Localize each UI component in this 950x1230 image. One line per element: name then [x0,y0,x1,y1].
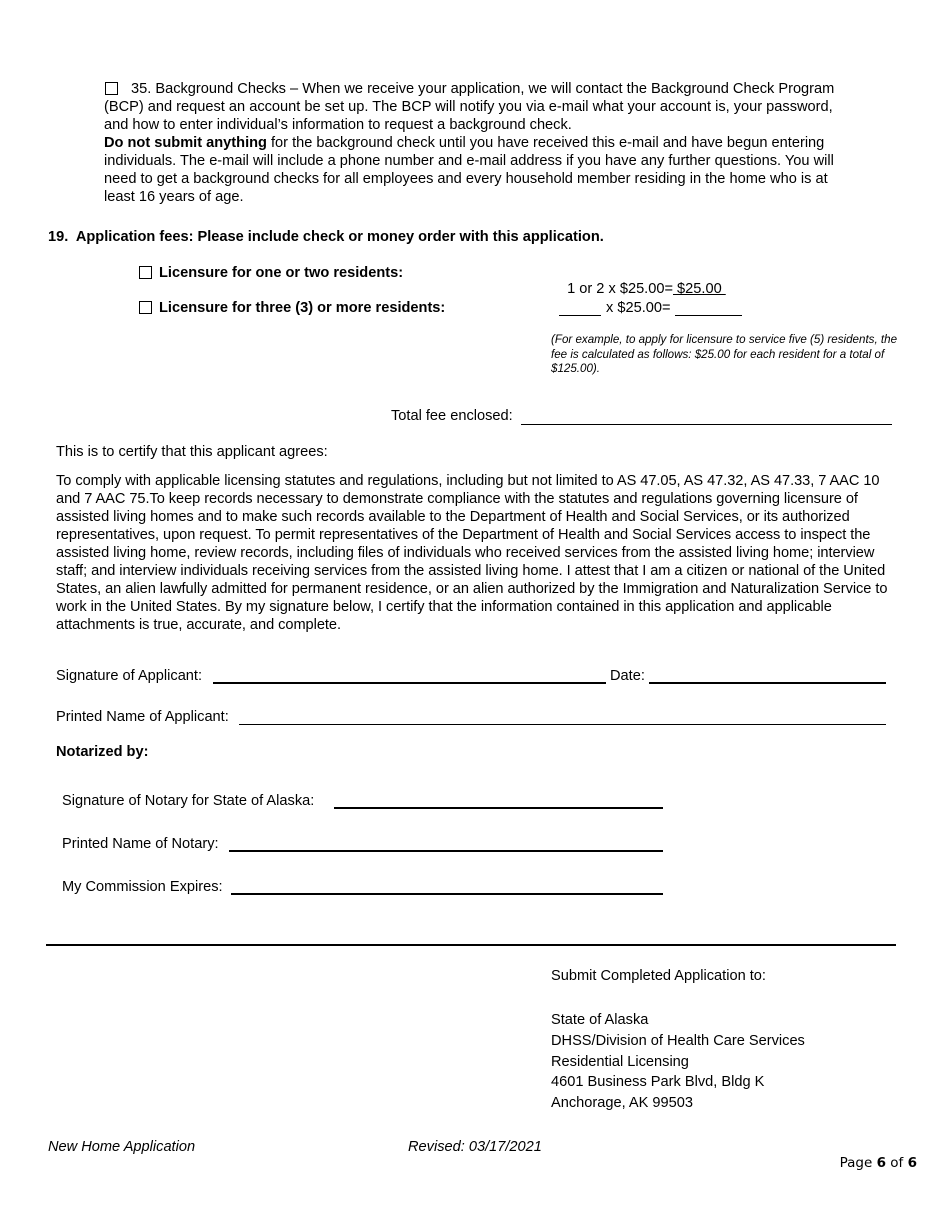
page-total: 6 [907,1155,917,1171]
notary-signature-field[interactable] [334,807,663,809]
total-fee-label: Total fee enclosed: [391,408,513,424]
page-prefix: Page [839,1155,877,1171]
certify-intro: This is to certify that this applicant agrees: [56,444,328,460]
section-divider [46,944,896,946]
licensure-one-two-checkbox[interactable] [139,266,152,279]
submit-address [551,1010,805,1114]
commission-expires-label: My Commission Expires: [62,879,223,895]
total-fee-field[interactable] [521,424,892,425]
fee-one-two-amount: $25.00 [673,281,726,297]
licensure-three-plus-label: Licensure for three (3) or more residents: [159,300,446,316]
do-not-submit-emphasis: Do not submit anything [104,135,267,151]
licensure-one-two-label: Licensure for one or two residents: [159,265,404,281]
licensure-one-two-fee [559,265,726,297]
date-field[interactable] [649,682,886,684]
licensure-three-plus-checkbox[interactable] [139,301,152,314]
address-line: Residential Licensing [551,1053,689,1070]
section-35-number: 35. [131,81,152,97]
background-check-paragraph [104,80,844,134]
address-line: DHSS/Division of Health Care Services [551,1032,805,1049]
submit-heading: Submit Completed Application to: [551,968,766,984]
notary-name-field[interactable] [229,850,663,852]
page-mid: of [885,1155,908,1171]
background-check-instructions-text: for the background check until you have received this e-mail and have begun entering individuals. The e-mail will include a phone number and e-mail address if you have any further questions. You will need to get a background checks for all employees and every household member residing in the home who is at least 16 years of age. [104,135,834,205]
footer-page-number [831,1139,917,1171]
certify-statement: To comply with applicable licensing statutes and regulations, including but not limited to AS 47.05, AS 47.32, AS 47.33, 7 AAC 10 and 7 AAC 75.To keep records necessary to demonstrate compliance with the statutes and regulations governing licensure of assisted living homes and to make such records available to the Department of Health and Social Services, or its authorized representatives, upon request. To permit representatives of the Department of Health and Social Services access to inspect the assisted living home, review records, including files of individuals who received services from the assisted living home; interview staff; and interview individuals receiving services from the assisted living home. I attest that I am a citizen or national of the United States, an alien lawfully admitted for permanent residence, or an alien authorized by the Immigration and Naturalization Service to work in the United States. By my signature below, I certify that the information contained in this application and applicable attachments is true, accurate, and complete. [56,473,888,633]
fee-three-plus-formula: x $25.00= [602,300,671,316]
applicant-name-field[interactable] [239,724,886,725]
commission-expires-field[interactable] [231,893,663,895]
application-fees-heading: 19. Application fees: Please include check or money order with this application. [48,229,604,245]
applicant-name-label: Printed Name of Applicant: [56,709,229,725]
notarized-by-heading: Notarized by: [56,744,149,760]
fee-three-plus-total-field[interactable] [675,315,742,316]
fee-one-two-formula: 1 or 2 x $25.00= [567,281,673,297]
address-line: State of Alaska [551,1012,649,1028]
applicant-signature-field[interactable] [213,682,606,684]
address-line: 4601 Business Park Blvd, Bldg K [551,1074,765,1091]
date-label: Date: [610,668,645,684]
footer-revision-date: Revised: 03/17/2021 [408,1139,542,1155]
fee-example-note: (For example, to apply for licensure to service five (5) residents, the fee is calculated as follows: $25.00 for each resident for a total of $125.00). [551,333,898,375]
section-35-text: Background Checks – When we receive your application, we will contact the Background Check Program (BCP) and request an account be set up. The BCP will notify you via e-mail what your account is, your password, and how to enter individual’s information to request a background check. [104,81,835,133]
notary-signature-label: Signature of Notary for State of Alaska: [62,793,315,809]
background-check-instructions [104,134,844,206]
notary-name-label: Printed Name of Notary: [62,836,219,852]
applicant-signature-label: Signature of Applicant: [56,668,203,684]
resident-count-field[interactable] [559,315,601,316]
page-current: 6 [876,1155,886,1171]
footer-document-title: New Home Application [48,1139,196,1155]
address-line: Anchorage, AK 99503 [551,1095,693,1112]
